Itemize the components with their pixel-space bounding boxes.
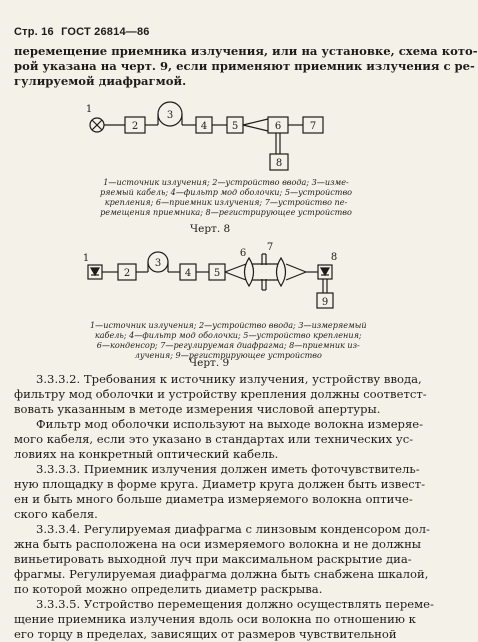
led-source-icon [88, 265, 102, 279]
text-line: ского кабеля. [14, 507, 98, 521]
source-icon [90, 118, 104, 132]
text-line: рой указана на черт. 9, если применяют приемник излучения с ре- [14, 59, 475, 73]
figure-8-label: Черт. 8 [190, 223, 231, 235]
text-line: 3.3.3.4. Регулируемая диафрагма с линзовым конденсором дол- [36, 522, 430, 536]
caption-line: 1—источник излучения; 2—устройство ввода; 3—измеряемый [90, 320, 367, 330]
caption-line: ряемый кабель; 4—фильтр мод оболочки; 5—устройство [100, 187, 353, 197]
text-line: 3.3.3.3. Приемник излучения должен иметь фоточувствитель- [36, 462, 420, 476]
label-7: 7 [266, 242, 274, 253]
text-line: фрагмы. Регулируемая диафрагма должна быть снабжена шкалой, [14, 567, 429, 581]
caption-line: лучения; 9—регистрирующее устройство [134, 350, 322, 360]
label-6: 6 [239, 248, 247, 259]
text-line: 3.3.3.5. Устройство перемещения должно осуществлять переме- [36, 597, 434, 611]
text-line: мого кабеля, если это указано в стандартах или технических ус- [14, 432, 414, 446]
label-6: 6 [274, 121, 282, 132]
label-2: 2 [123, 268, 131, 279]
text-line: щение приемника излучения вдоль оси волокна по отношению к [14, 612, 416, 626]
label-5: 5 [231, 121, 239, 132]
page-header [14, 26, 154, 38]
label-3: 3 [166, 110, 174, 121]
figure-9-label: Черт. 9 [189, 357, 230, 369]
lens-right [277, 258, 286, 286]
figure-8-caption [100, 177, 352, 217]
label-7: 7 [309, 121, 317, 132]
text-line: вовать указанным в методе измерения числовой апертуры. [14, 402, 381, 416]
label-2: 2 [131, 121, 139, 132]
label-8: 8 [275, 158, 283, 169]
detector-icon [318, 265, 332, 279]
label-9: 9 [321, 297, 329, 308]
standard-code: ГОСТ 26814—86 [61, 26, 150, 38]
text-line: ную площадку в форме круга. Диаметр круга должен быть извест- [14, 477, 426, 491]
text-line: жна быть расположена на оси измеряемого волокна и не должны [14, 537, 422, 551]
caption-line: крепления; 6—приемник излучения; 7—устройство пе- [104, 197, 348, 207]
caption-line: ремещения приемника; 8—регистрирующее устройство [100, 207, 352, 217]
caption-line: кабель; 4—фильтр мод оболочки; 5—устройство крепления; [94, 330, 362, 340]
text-line: Фильтр мод оболочки используют на выходе волокна измеряе- [36, 417, 424, 431]
figure-9-caption [90, 320, 367, 360]
text-line: перемещение приемника излучения, или на установке, схема кото- [14, 44, 478, 58]
label-1: 1 [82, 253, 90, 264]
text-line: виньетировать выходной луч при максимальном раскрытие диа- [14, 552, 412, 566]
text-line: по которой можно определить диаметр раскрыва. [14, 582, 323, 596]
page-number: Стр. 16 [14, 26, 54, 38]
label-1: 1 [85, 104, 93, 115]
label-3: 3 [154, 258, 162, 269]
body-text [14, 372, 434, 642]
lens-left [245, 258, 254, 286]
label-4: 4 [184, 268, 192, 279]
figure-9-diagram [0, 238, 418, 328]
caption-line: 1—источник излучения; 2—устройство ввода; 3—изме- [103, 177, 349, 187]
text-line: ловиях на конкретный оптический кабель. [14, 447, 279, 461]
label-4: 4 [200, 121, 208, 132]
text-line: ен и быть много больше диаметра измеряемого волокна оптиче- [14, 492, 413, 506]
label-8: 8 [330, 252, 338, 263]
text-line: гулируемой диафрагмой. [14, 74, 187, 88]
top-paragraph [14, 44, 478, 89]
caption-line: 6—конденсор; 7—регулируемая диафрагма; 8—приемник из- [96, 340, 360, 350]
text-line: фильтру мод оболочки и устройству крепления должны соответст- [14, 387, 427, 401]
label-5: 5 [213, 268, 221, 279]
text-line: 3.3.3.2. Требования к источнику излучения, устройству ввода, [36, 372, 422, 386]
text-line: его торцу в пределах, зависящих от размеров чувствительной [14, 627, 397, 641]
